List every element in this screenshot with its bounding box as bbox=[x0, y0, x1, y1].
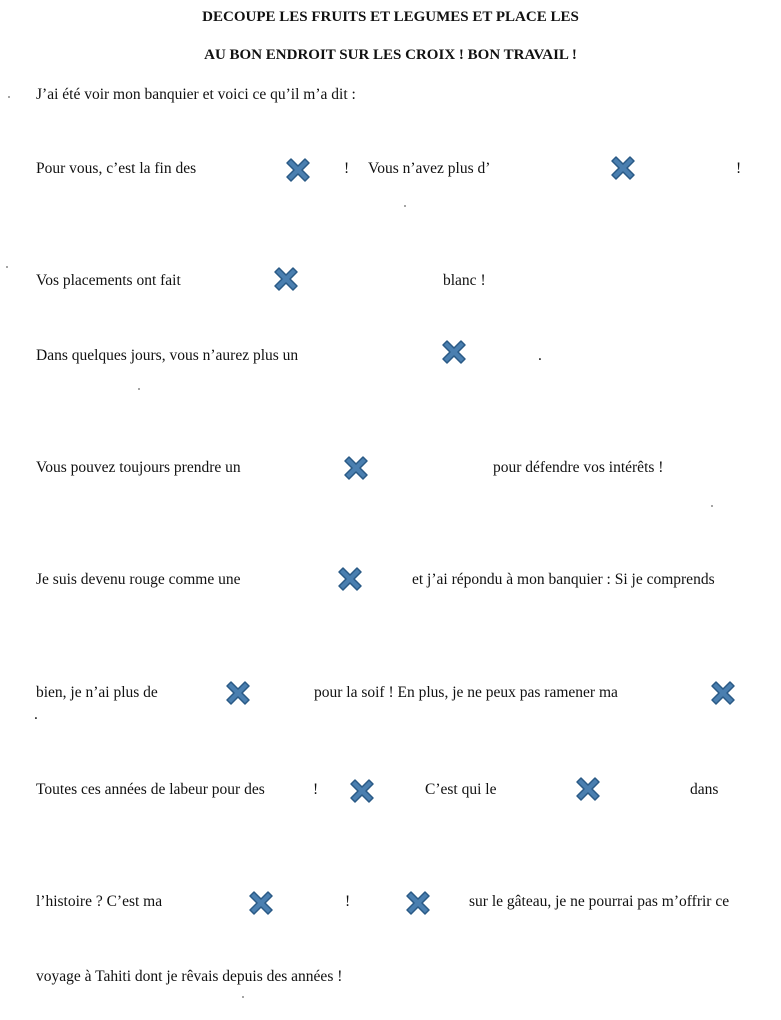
line-7-text-b: ! bbox=[313, 781, 319, 798]
cross-placeholder-icon bbox=[334, 563, 366, 595]
cross-placeholder-icon bbox=[270, 263, 302, 295]
line-7-text-a: Toutes ces années de labeur pour des bbox=[36, 781, 265, 798]
line-6-text-a: bien, je n’ai plus de bbox=[36, 684, 158, 701]
scan-speck bbox=[138, 388, 140, 390]
cross-placeholder-icon bbox=[340, 452, 372, 484]
cross-placeholder-icon bbox=[402, 887, 434, 919]
line-2-text-a: Vos placements ont fait bbox=[36, 272, 181, 289]
cross-placeholder-icon bbox=[707, 677, 739, 709]
cross-placeholder-icon bbox=[607, 152, 639, 184]
scan-speck bbox=[242, 996, 244, 998]
line-5-text-a: Je suis devenu rouge comme une bbox=[36, 571, 241, 588]
line-2-text-b: blanc ! bbox=[443, 272, 486, 289]
line-1-text-d: ! bbox=[736, 160, 742, 177]
title-line-1: DECOUPE LES FRUITS ET LEGUMES ET PLACE LES bbox=[202, 9, 579, 25]
title-line-2: AU BON ENDROIT SUR LES CROIX ! BON TRAVAIL ! bbox=[204, 47, 577, 63]
line-6-text-b: pour la soif ! En plus, je ne peux pas ramener ma bbox=[314, 684, 618, 701]
line-9-text-a: voyage à Tahiti dont je rêvais depuis des années ! bbox=[36, 968, 343, 985]
line-4-text-b: pour défendre vos intérêts ! bbox=[493, 459, 664, 476]
line-6-text-c: . bbox=[34, 706, 38, 723]
cross-placeholder-icon bbox=[346, 775, 378, 807]
scan-speck bbox=[6, 266, 8, 268]
scan-speck bbox=[711, 505, 713, 507]
scan-speck bbox=[404, 205, 406, 207]
intro-text: J’ai été voir mon banquier et voici ce qu’il m’a dit : bbox=[36, 86, 356, 103]
cross-placeholder-icon bbox=[438, 336, 470, 368]
cross-placeholder-icon bbox=[222, 677, 254, 709]
line-7-text-d: dans bbox=[690, 781, 719, 798]
line-8-text-c: sur le gâteau, je ne pourrai pas m’offrir ce bbox=[469, 893, 730, 910]
line-3-text-a: Dans quelques jours, vous n’aurez plus un bbox=[36, 347, 299, 364]
cross-placeholder-icon bbox=[245, 887, 277, 919]
line-3-text-b: . bbox=[538, 347, 542, 364]
line-1-text-c: Vous n’avez plus d’ bbox=[368, 160, 491, 177]
line-7-text-c: C’est qui le bbox=[425, 781, 497, 798]
line-8-text-b: ! bbox=[345, 893, 351, 910]
scan-speck bbox=[8, 96, 10, 98]
line-8-text-a: l’histoire ? C’est ma bbox=[36, 893, 163, 910]
cross-placeholder-icon bbox=[282, 154, 314, 186]
line-4-text-a: Vous pouvez toujours prendre un bbox=[36, 459, 241, 476]
cross-placeholder-icon bbox=[572, 773, 604, 805]
line-1-text-a: Pour vous, c’est la fin des bbox=[36, 160, 197, 177]
line-1-text-b: ! bbox=[344, 160, 350, 177]
line-5-text-b: et j’ai répondu à mon banquier : Si je comprends bbox=[412, 571, 715, 588]
